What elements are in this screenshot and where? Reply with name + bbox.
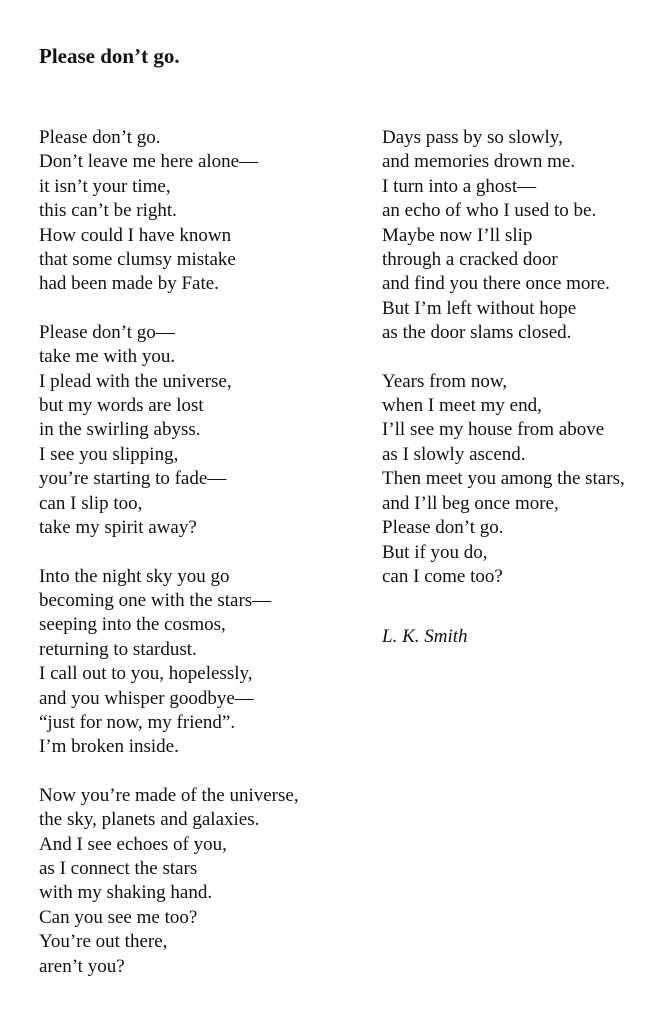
poem-line: take my spirit away? [39, 517, 197, 539]
poem-line: the sky, planets and galaxies. [39, 809, 260, 831]
poem-line: with my shaking hand. [39, 882, 213, 904]
poem-line: Please don’t go— [39, 321, 175, 343]
poem-line: Please don’t go. [39, 127, 161, 148]
poem-line: take me with you. [39, 346, 176, 368]
poem-line: can I slip too, [39, 492, 143, 514]
poem-line: in the swirling abyss. [39, 419, 201, 441]
poem-line: becoming one with the stars— [39, 589, 272, 611]
poem-line: as I slowly ascend. [382, 443, 526, 465]
poem-column-right [382, 126, 657, 650]
poem-line: I’m broken inside. [39, 736, 179, 758]
poem-line: when I meet my end, [382, 395, 542, 417]
poem-line: and find you there once more. [382, 273, 610, 295]
poem-line: and I’ll beg once more, [382, 492, 559, 514]
poem-line: but my words are lost [39, 395, 204, 417]
stanza [39, 321, 349, 541]
poem-line: this can’t be right. [39, 200, 177, 222]
poem-line: Don’t leave me here alone— [39, 151, 259, 173]
poem-line: through a cracked door [382, 249, 558, 271]
poem-line: returning to stardust. [39, 638, 197, 660]
poem-line: Years from now, [382, 370, 508, 392]
poem-line: had been made by Fate. [39, 273, 219, 295]
poem-line: I see you slipping, [39, 443, 179, 465]
poem-line: “just for now, my friend”. [39, 711, 236, 733]
poem-line: Now you’re made of the universe, [39, 784, 299, 806]
poem-line: I plead with the universe, [39, 370, 232, 392]
stanza [382, 370, 657, 590]
poem-line: But I’m left without hope [382, 297, 577, 319]
poem-line: Maybe now I’ll slip [382, 224, 533, 246]
poem-line: an echo of who I used to be. [382, 200, 597, 222]
poem-line: Please don’t go. [382, 517, 504, 539]
poem-line: Days pass by so slowly, [382, 127, 563, 148]
poem-line: you’re starting to fade— [39, 468, 227, 490]
poem-line: as the door slams closed. [382, 322, 572, 344]
poem-line: aren’t you? [39, 955, 125, 977]
poem-line: and you whisper goodbye— [39, 687, 254, 709]
poem-line: seeping into the cosmos, [39, 614, 226, 636]
poem-line: Can you see me too? [39, 906, 198, 928]
poem-line: I turn into a ghost— [382, 175, 537, 197]
stanza [39, 565, 349, 760]
poem-line: You’re out there, [39, 931, 168, 953]
poem-line: as I connect the stars [39, 857, 198, 879]
poem-line: But if you do, [382, 541, 488, 563]
stanza [39, 784, 349, 979]
poem-line: and memories drown me. [382, 151, 576, 173]
stanza [39, 126, 349, 297]
poem-line: can I come too? [382, 565, 503, 587]
poem-line: Into the night sky you go [39, 565, 230, 587]
poem-line: I’ll see my house from above [382, 419, 605, 441]
poem-line: I call out to you, hopelessly, [39, 663, 253, 685]
poem-line: it isn’t your time, [39, 175, 171, 197]
poem-column-left [39, 126, 349, 1003]
poem-title: Please don’t go. [39, 44, 180, 68]
author-signature: L. K. Smith [382, 626, 468, 648]
poem-line: How could I have known [39, 224, 232, 246]
stanza [382, 126, 657, 346]
poem-line: Then meet you among the stars, [382, 468, 625, 490]
poem-line: that some clumsy mistake [39, 249, 236, 271]
poem-line: And I see echoes of you, [39, 833, 227, 855]
